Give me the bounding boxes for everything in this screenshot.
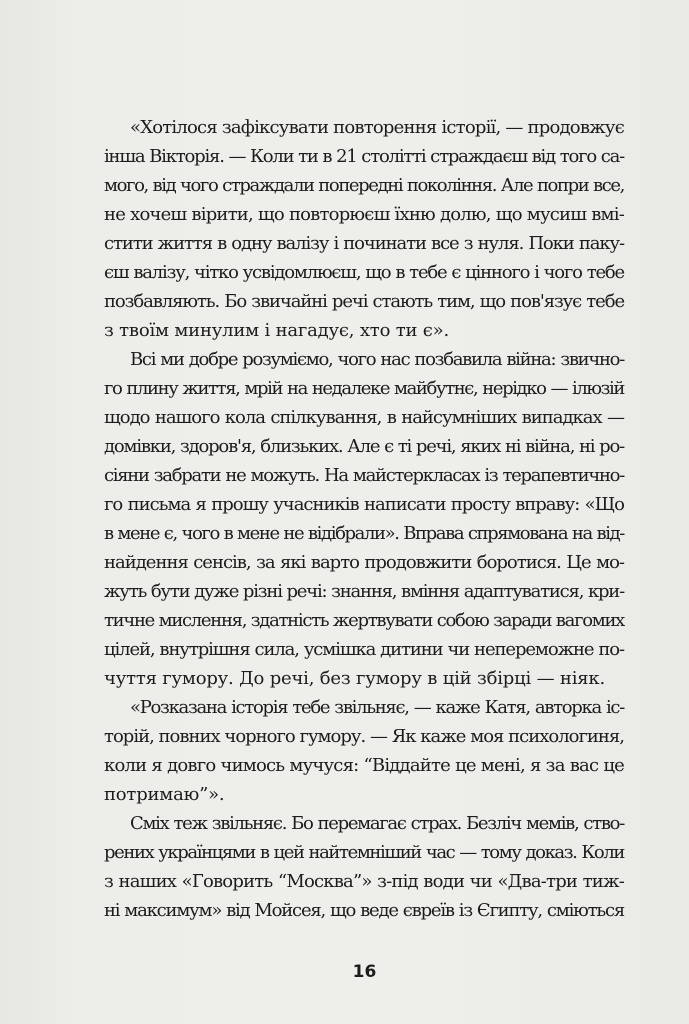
text-line: тичне мислення, здатність жертвувати собою заради вагомих bbox=[104, 610, 624, 631]
text-line: з наших «Говорить “Москва”» з-під води чи «Два-три тиж- bbox=[104, 871, 624, 892]
text-line: цілей, внутрішня сила, усмішка дитини чи непереможне по- bbox=[104, 639, 624, 660]
text-line: го письма я прошу учасників написати просту вправу: «Що bbox=[104, 494, 624, 515]
text-line: ні максимум» від Мойсея, що веде євреїв із Єгипту, сміються bbox=[104, 900, 624, 921]
text-line: коли я довго чимось мучуся: “Віддайте це мені, я за вас це bbox=[104, 755, 624, 776]
text-line: щодо нашого кола спілкування, в найсумніших випадках — bbox=[104, 407, 624, 428]
text-line: стити життя в одну валізу і починати все з нуля. Поки паку- bbox=[104, 233, 624, 254]
paragraph-2 bbox=[104, 345, 624, 693]
body-text bbox=[104, 113, 624, 925]
text-line: мого, від чого страждали попередні покоління. Але попри все, bbox=[104, 175, 624, 196]
text-line: потримаю”». bbox=[104, 784, 225, 805]
text-line: чуття гумору. До речі, без гумору в цій збірці — ніяк. bbox=[104, 668, 605, 689]
text-line: торій, повних чорного гумору. — Як каже моя психологиня, bbox=[104, 726, 624, 747]
text-line: жуть бути дуже різні речі: знання, вміння адаптуватися, кри- bbox=[104, 581, 624, 602]
paragraph-1 bbox=[104, 113, 624, 345]
paragraph-4 bbox=[104, 809, 624, 925]
paragraph-3 bbox=[104, 693, 624, 809]
text-line: позбавляють. Бо звичайні речі стають тим, що пов'язує тебе bbox=[104, 291, 624, 312]
text-line: не хочеш вірити, що повторюєш їхню долю, що мусиш вмі- bbox=[104, 204, 624, 225]
page-number: 16 bbox=[352, 962, 377, 982]
text-line: го плину життя, мрій на недалеке майбутнє, нерідко — ілюзій bbox=[104, 378, 624, 399]
text-line: найдення сенсів, за які варто продовжити боротися. Це мо- bbox=[104, 552, 624, 573]
text-line: «Хотілося зафіксувати повторення історії, — продовжує bbox=[130, 117, 624, 138]
text-line: Всі ми добре розуміємо, чого нас позбавила війна: звично- bbox=[130, 349, 624, 370]
text-line: рених українцями в цей найтемніший час — тому доказ. Коли bbox=[104, 842, 624, 863]
text-line: інша Вікторія. — Коли ти в 21 столітті страждаєш від того са- bbox=[104, 146, 624, 167]
text-line: сіяни забрати не можуть. На майстеркласах із терапевтично- bbox=[104, 465, 624, 486]
text-line: Сміх теж звільняє. Бо перемагає страх. Безліч мемів, ство- bbox=[130, 813, 624, 834]
text-line: в мене є, чого в мене не відібрали». Вправа спрямована на від- bbox=[104, 523, 624, 544]
text-line: домівки, здоров'я, близьких. Але є ті речі, яких ні війна, ні ро- bbox=[104, 436, 624, 457]
text-line: з твоїм минулим і нагадує, хто ти є». bbox=[104, 320, 450, 341]
text-line: «Розказана історія тебе звільняє, — каже Катя, авторка іс- bbox=[130, 697, 624, 718]
text-line: єш валізу, чітко усвідомлюєш, що в тебе є цінного і чого тебе bbox=[104, 262, 624, 283]
